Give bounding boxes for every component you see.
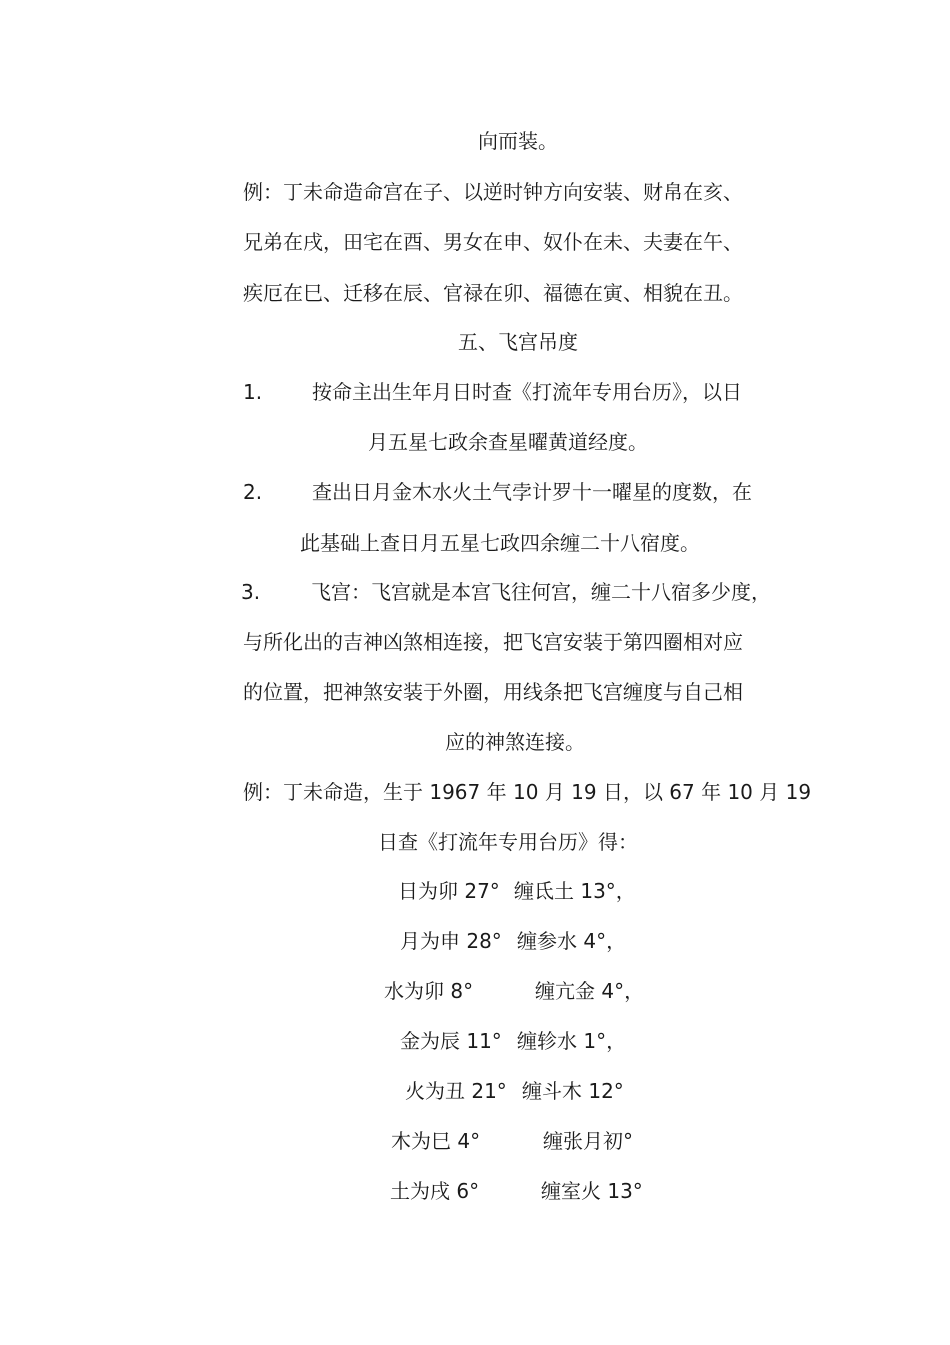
- example-line: 例：丁未命造，生于 1967 年 10 月 19 日，以 67 年 10 月 19: [243, 780, 812, 804]
- text-line: 兄弟在戌，田宅在酉、男女在申、奴仆在未、夫妻在午、: [243, 230, 743, 254]
- planet-position: 金为辰 11°: [400, 1029, 502, 1053]
- mansion-position: 缠氐土 13°，: [514, 879, 636, 903]
- planet-position: 木为巳 4°: [391, 1129, 481, 1153]
- mansion-position: 缠参水 4°，: [517, 929, 627, 953]
- position-row: [0, 1128, 950, 1154]
- list-number: 2.: [243, 480, 263, 504]
- planet-position: 月为申 28°: [400, 929, 502, 953]
- text-line: 向而装。: [478, 129, 558, 153]
- list-item-text: 飞宫：飞宫就是本宫飞往何宫，缠二十八宿多少度，: [311, 580, 771, 604]
- position-row: [0, 1178, 950, 1204]
- planet-position: 水为卯 8°: [384, 979, 474, 1003]
- mansion-position: 缠室火 13°: [541, 1179, 643, 1203]
- position-row: [0, 878, 950, 904]
- planet-position: 火为丑 21°: [405, 1079, 507, 1103]
- list-item-text: 此基础上查日月五星七政四余缠二十八宿度。: [300, 531, 700, 555]
- position-row: [0, 978, 950, 1004]
- list-item-text: 应的神煞连接。: [445, 730, 585, 754]
- mansion-position: 缠斗木 12°: [522, 1079, 624, 1103]
- mansion-position: 缠张月初°: [543, 1129, 633, 1153]
- list-item-text: 查出日月金木水火土气孛计罗十一曜星的度数，在: [312, 480, 752, 504]
- text-line: 例：丁未命造命宫在子、以逆时钟方向安装、财帛在亥、: [243, 180, 743, 204]
- mansion-position: 缠轸水 1°，: [517, 1029, 627, 1053]
- planet-position: 土为戌 6°: [390, 1179, 480, 1203]
- position-row: [0, 1028, 950, 1054]
- list-item-text: 按命主出生年月日时查《打流年专用台历》，以日: [312, 380, 742, 404]
- list-item-text: 与所化出的吉神凶煞相连接，把飞宫安装于第四圈相对应: [243, 630, 743, 654]
- section-heading: 五、飞宫吊度: [458, 330, 578, 354]
- list-item-text: 月五星七政余查星曜黄道经度。: [368, 430, 648, 454]
- position-row: [0, 928, 950, 954]
- list-number: 3.: [241, 580, 261, 604]
- list-number: 1.: [243, 380, 263, 404]
- position-row: [0, 1078, 950, 1104]
- mansion-position: 缠亢金 4°，: [535, 979, 645, 1003]
- example-line: 日查《打流年专用台历》得：: [378, 830, 638, 854]
- planet-position: 日为卯 27°: [398, 879, 500, 903]
- text-line: 疾厄在巳、迁移在辰、官禄在卯、福德在寅、相貌在丑。: [243, 281, 743, 305]
- list-item-text: 的位置，把神煞安装于外圈，用线条把飞宫缠度与自己相: [243, 680, 743, 704]
